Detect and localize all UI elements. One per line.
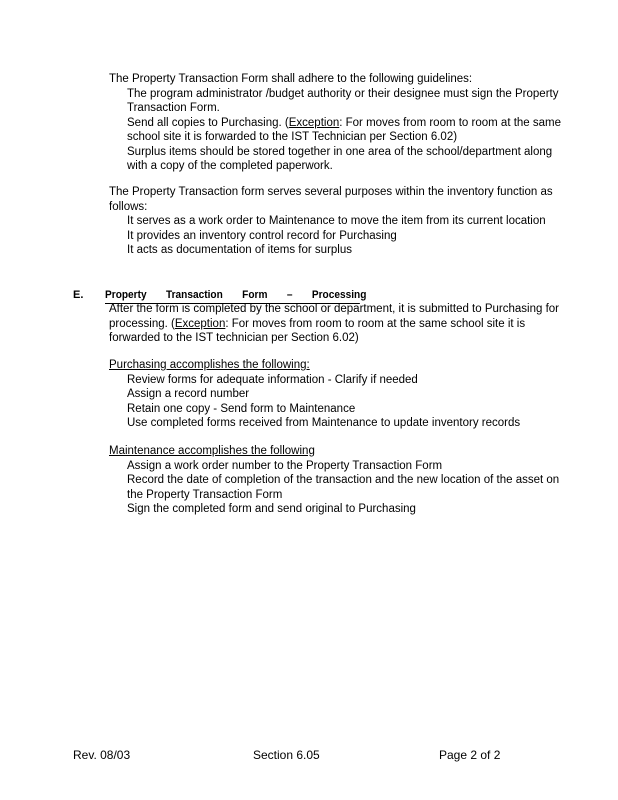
section-title: Property Transaction Form – Processing [105, 288, 360, 304]
section-e-paragraph [109, 302, 564, 346]
guidelines-list [109, 87, 564, 174]
footer-revision: Rev. 08/03 [73, 748, 131, 762]
purposes-intro: The Property Transaction form serves several purposes within the inventory function as follows: [109, 186, 553, 213]
guidelines-block [109, 72, 564, 174]
list-item [109, 214, 564, 229]
section-letter: E. [73, 289, 84, 301]
exception-label: Exception [174, 317, 226, 330]
list-item-text: Sign the completed form and send original to Purchasing [127, 503, 416, 515]
list-item [109, 473, 564, 502]
footer-section: Section 6.05 [253, 748, 320, 762]
exception-text: : For moves from room to room at the same school site it is forwarded to the IST Technician per Section 6.02) [127, 116, 562, 143]
purchasing-heading: Purchasing accomplishes the following: [109, 359, 310, 371]
list-item-text: Retain one copy - Send form to Maintenance [127, 402, 356, 415]
purchasing-block [109, 358, 564, 431]
section-e-text-before: After the form is completed by the school or department, it is submitted to Purchasing for processing. ( [109, 303, 559, 330]
list-item-text: Review forms for adequate information - Clarify if needed [127, 373, 418, 386]
purposes-block [109, 185, 564, 258]
list-item-text: Surplus items should be stored together in one area of the school/department along with a copy of the completed paperwork. [127, 145, 553, 172]
purchasing-list [109, 373, 564, 431]
list-item-text: Record the date of completion of the transaction and the new location of the asset on the Property Transaction Form [127, 474, 560, 501]
list-item-text: The program administrator /budget authority or their designee must sign the Property Transaction Form. [127, 87, 559, 114]
list-item-text: It acts as documentation of items for surplus [127, 244, 352, 256]
exception-label: Exception [288, 116, 340, 129]
list-item-text: Use completed forms received from Maintenance to update inventory records [127, 417, 521, 429]
list-item [109, 373, 564, 388]
list-item [109, 116, 564, 145]
list-item [109, 387, 564, 402]
list-item-text: Assign a work order number to the Property Transaction Form [127, 459, 443, 472]
list-item-text: Send all copies to Purchasing. ( [127, 116, 289, 129]
maintenance-heading: Maintenance accomplishes the following [109, 445, 315, 457]
footer-page-number: Page 2 of 2 [439, 748, 501, 762]
list-item [109, 243, 564, 258]
maintenance-list [109, 459, 564, 517]
list-item [109, 87, 564, 116]
purposes-list [109, 214, 564, 258]
list-item [109, 145, 564, 174]
list-item-text: It provides an inventory control record for Purchasing [127, 229, 397, 242]
list-item [109, 459, 564, 474]
guidelines-intro: The Property Transaction Form shall adhere to the following guidelines: [109, 73, 473, 85]
list-item-text: It serves as a work order to Maintenance to move the item from its current location [127, 215, 546, 227]
list-item-text: Assign a record number [127, 388, 250, 400]
section-e-text-after: : For moves from room to room at the same school site it is forwarded to the IST technician per Section 6.02) [109, 317, 526, 344]
list-item [109, 416, 564, 431]
section-e-body [109, 302, 564, 346]
list-item [109, 402, 564, 417]
list-item [109, 502, 564, 517]
maintenance-block [109, 444, 564, 517]
list-item [109, 229, 564, 244]
